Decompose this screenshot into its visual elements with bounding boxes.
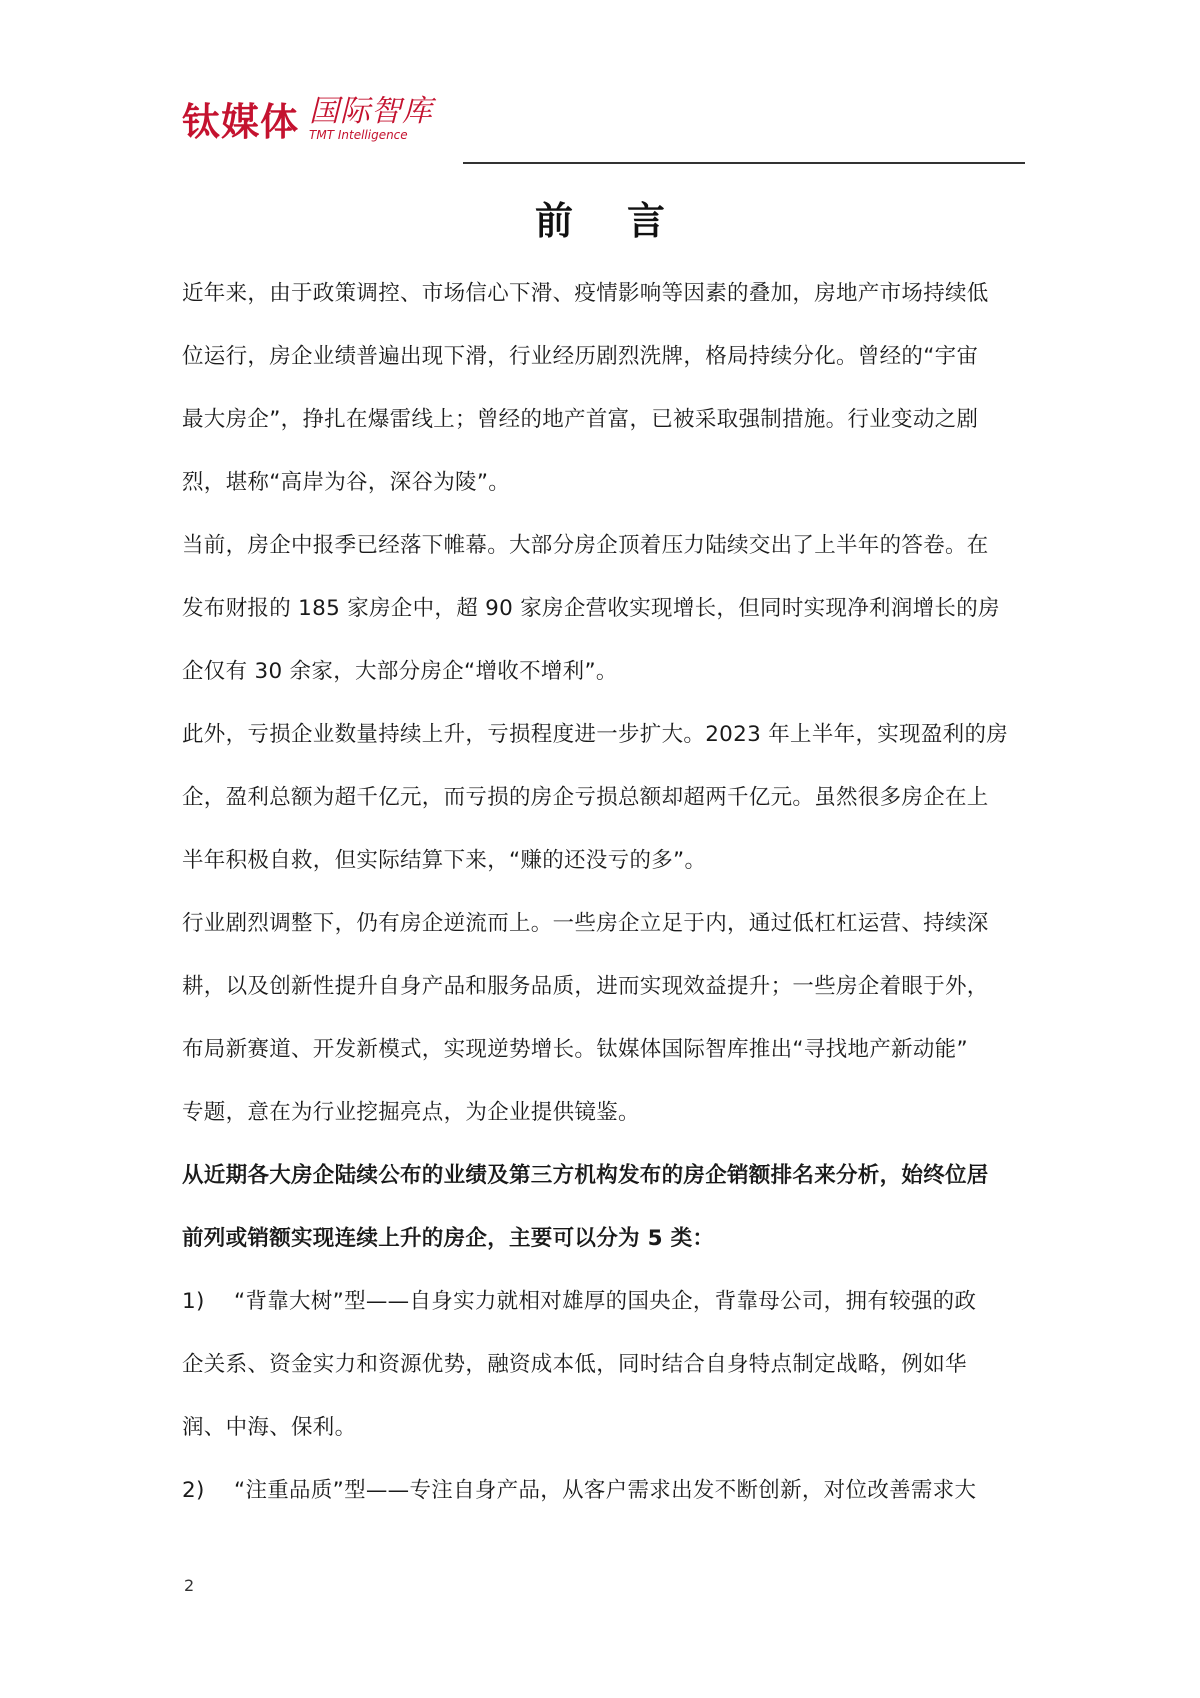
line-text: 最大房企”，挣扎在爆雷线上；曾经的地产首富，已被采取强制措施。行业变动之剧 <box>182 407 979 432</box>
line-text: 企，盈利总额为超千亿元，而亏损的房企亏损总额却超两千亿元。虽然很多房企在上 <box>182 785 989 810</box>
line-text: 行业剧烈调整下，仍有房企逆流而上。一些房企立足于内，通过低杠杠运营、持续深 <box>182 911 989 936</box>
page-title: 前言 <box>534 199 719 243</box>
text-line <box>182 1396 1042 1459</box>
page-number: 2 <box>184 1576 195 1595</box>
line-text: “背靠大树”型——自身实力就相对雄厚的国央企，背靠母公司，拥有较强的政 <box>234 1289 977 1314</box>
logo-sub <box>309 96 433 142</box>
text-line <box>182 703 1042 766</box>
text-line <box>182 1144 1042 1207</box>
text-line <box>182 325 1042 388</box>
line-text: 企关系、资金实力和资源优势，融资成本低，同时结合自身特点制定战略，例如华 <box>182 1352 967 1377</box>
text-line <box>182 766 1042 829</box>
logo-en: TMT Intelligence <box>309 128 408 142</box>
line-text: 企仅有 30 余家，大部分房企“增收不增利”。 <box>182 659 618 684</box>
body-text <box>182 262 1042 1522</box>
line-text: “注重品质”型——专注自身产品，从客户需求出发不断创新，对位改善需求大 <box>234 1478 977 1503</box>
logo-cn: 国际智库 <box>309 94 434 129</box>
text-line <box>182 451 1042 514</box>
logo-main: 钛媒体 <box>182 100 300 144</box>
line-text: 此外，亏损企业数量持续上升，亏损程度进一步扩大。2023 年上半年，实现盈利的房 <box>182 722 1009 747</box>
list-number: 2) <box>182 1478 205 1503</box>
text-line <box>182 262 1042 325</box>
line-text: 近年来，由于政策调控、市场信心下滑、疫情影响等因素的叠加，房地产市场持续低 <box>182 281 989 306</box>
header-rule <box>463 162 1025 164</box>
line-text: 位运行，房企业绩普遍出现下滑，行业经历剧烈洗牌，格局持续分化。曾经的“宇宙 <box>182 344 979 369</box>
text-line <box>182 955 1042 1018</box>
line-text: 耕，以及创新性提升自身产品和服务品质，进而实现效益提升；一些房企着眼于外， <box>182 974 989 999</box>
text-line <box>182 1018 1042 1081</box>
line-text: 半年积极自救，但实际结算下来，“赚的还没亏的多”。 <box>182 848 707 873</box>
text-line <box>182 577 1042 640</box>
text-line <box>182 640 1042 703</box>
line-text: 当前，房企中报季已经落下帷幕。大部分房企顶着压力陆续交出了上半年的答卷。在 <box>182 533 989 558</box>
line-text: 专题，意在为行业挖掘亮点，为企业提供镜鉴。 <box>182 1100 640 1125</box>
text-line <box>182 1207 1042 1270</box>
text-line <box>182 1270 1042 1333</box>
line-text: 布局新赛道、开发新模式，实现逆势增长。钛媒体国际智库推出“寻找地产新动能” <box>182 1037 968 1062</box>
line-text: 烈，堪称“高岸为谷，深谷为陵”。 <box>182 470 511 495</box>
text-line <box>182 1081 1042 1144</box>
text-line <box>182 514 1042 577</box>
line-text: 从近期各大房企陆续公布的业绩及第三方机构发布的房企销额排名来分析，始终位居 <box>182 1163 989 1188</box>
text-line <box>182 1333 1042 1396</box>
text-line <box>182 829 1042 892</box>
line-text: 前列或销额实现连续上升的房企，主要可以分为 5 类： <box>182 1226 715 1251</box>
logo <box>182 96 433 142</box>
list-number: 1) <box>182 1289 205 1314</box>
line-text: 润、中海、保利。 <box>182 1415 357 1440</box>
text-line <box>182 388 1042 451</box>
text-line <box>182 892 1042 955</box>
line-text: 发布财报的 185 家房企中，超 90 家房企营收实现增长，但同时实现净利润增长的房 <box>182 596 1000 621</box>
text-line <box>182 1459 1042 1522</box>
